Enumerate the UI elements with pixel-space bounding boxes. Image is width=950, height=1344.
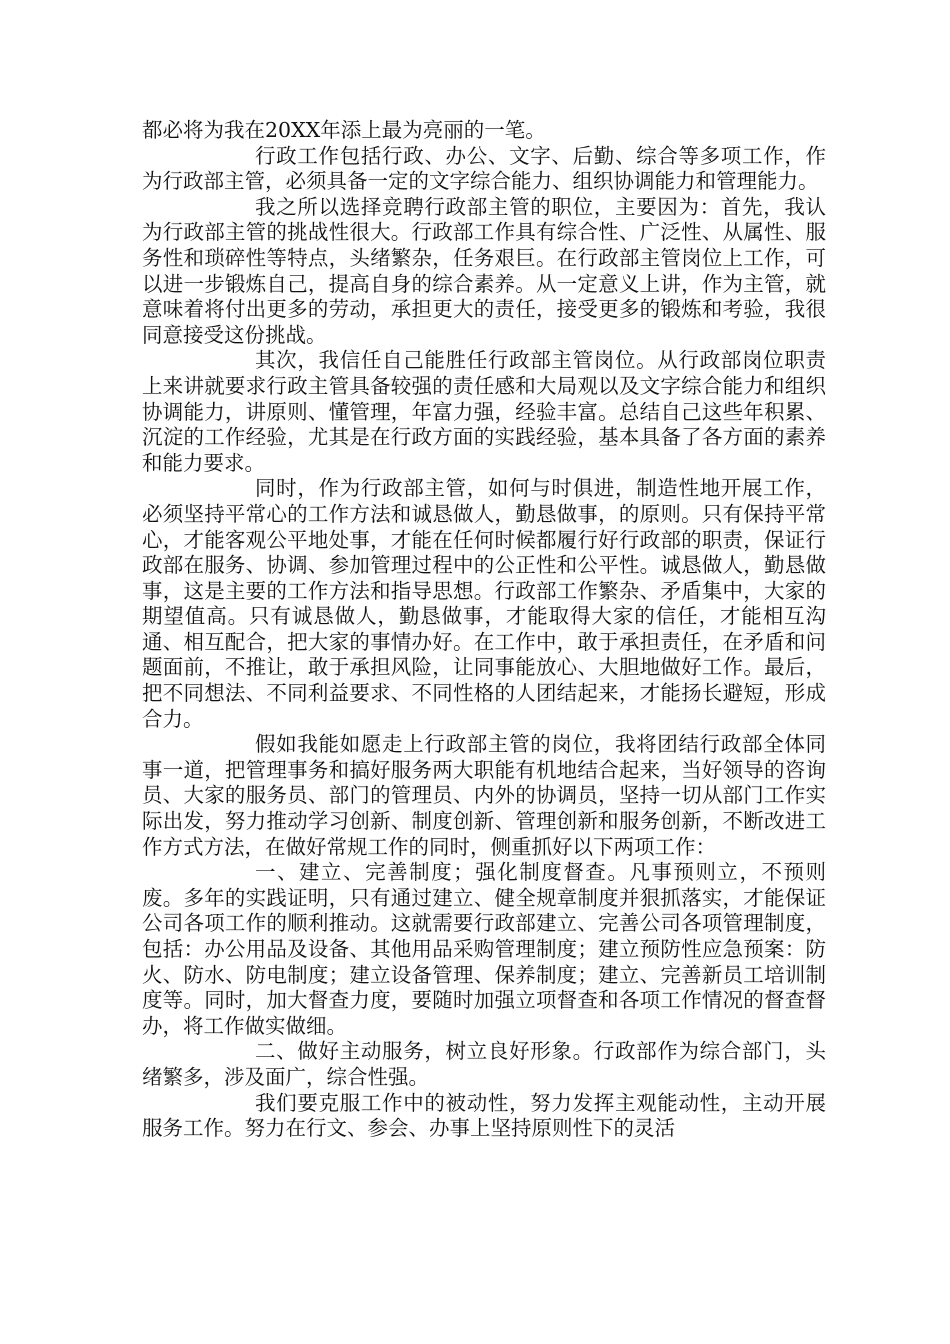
document-body	[142, 118, 826, 1142]
paragraph-6: 假如我能如愿走上行政部主管的岗位，我将团结行政部全体同事一道，把管理事务和搞好服务两大职能有机地结合起来，当好领导的咨询员、大家的服务员、部门的管理员、内外的协调员，坚持一切从部门工作实际出发，努力推动学习创新、制度创新、管理创新和服务创新，不断改进工作方式方法，在做好常规工作的同时，侧重抓好以下两项工作：	[142, 732, 826, 859]
paragraph-3: 我之所以选择竞聘行政部主管的职位，主要因为：首先，我认为行政部主管的挑战性很大。行政部工作具有综合性、广泛性、从属性、服务性和琐碎性等特点，头绪繁杂，任务艰巨。在行政部主管岗位上工作，可以进一步锻炼自己，提高自身的综合素养。从一定意义上讲，作为主管，就意味着将付出更多的劳动，承担更大的责任，接受更多的锻炼和考验，我很同意接受这份挑战。	[142, 194, 826, 347]
paragraph-5: 同时，作为行政部主管，如何与时俱进，制造性地开展工作，必须坚持平常心的工作方法和诚恳做人，勤恳做事，的原则。只有保持平常心，才能客观公平地处事，才能在任何时候都履行好行政部的职责，保证行政部在服务、协调、参加管理过程中的公正性和公平性。诚恳做人，勤恳做事，这是主要的工作方法和指导思想。行政部工作繁杂、矛盾集中，大家的期望值高。只有诚恳做人，勤恳做事，才能取得大家的信任，才能相互沟通、相互配合，把大家的事情办好。在工作中，敢于承担责任，在矛盾和问题面前，不推让，敢于承担风险，让同事能放心、大胆地做好工作。最后，把不同想法、不同利益要求、不同性格的人团结起来，才能扬长避短，形成合力。	[142, 476, 826, 731]
paragraph-2: 行政工作包括行政、办公、文字、后勤、综合等多项工作，作为行政部主管，必须具备一定的文字综合能力、组织协调能力和管理能力。	[142, 143, 826, 194]
paragraph-1: 都必将为我在20XX年添上最为亮丽的一笔。	[142, 118, 546, 142]
paragraph-7: 一、建立、完善制度；强化制度督查。凡事预则立，不预则废。多年的实践证明，只有通过建立、健全规章制度并狠抓落实，才能保证公司各项工作的顺利推动。这就需要行政部建立、完善公司各项管理制度，包括：办公用品及设备、其他用品采购管理制度；建立预防性应急预案：防火、防水、防电制度；建立设备管理、保养制度；建立、完善新员工培训制度等。同时，加大督查力度，要随时加强立项督查和各项工作情况的督查督办，将工作做实做细。	[142, 860, 826, 1038]
paragraph-8: 二、做好主动服务，树立良好形象。行政部作为综合部门，头绪繁多，涉及面广，综合性强。	[142, 1039, 826, 1089]
paragraph-4: 其次，我信任自己能胜任行政部主管岗位。从行政部岗位职责上来讲就要求行政主管具备较强的责任感和大局观以及文字综合能力和组织协调能力，讲原则、懂管理，年富力强，经验丰富。总结自己这些年积累、沉淀的工作经验，尤其是在行政方面的实践经验，基本具备了各方面的素养和能力要求。	[142, 348, 826, 475]
paragraph-9: 我们要克服工作中的被动性，努力发挥主观能动性，主动开展服务工作。努力在行文、参会、办事上坚持原则性下的灵活	[142, 1090, 826, 1141]
